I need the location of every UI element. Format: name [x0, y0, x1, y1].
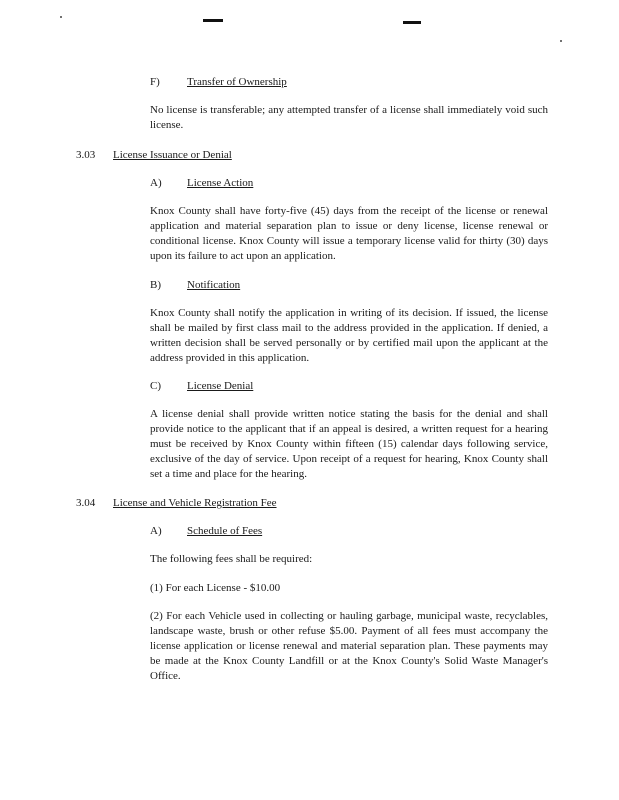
section-title: License and Vehicle Registration Fee — [113, 497, 277, 509]
section-number: 3.04 — [76, 497, 96, 509]
paragraph: The following fees shall be required: — [150, 553, 313, 565]
scan-mark-left — [203, 19, 223, 22]
fee-item: (2) For each Vehicle used in collecting or hauling garbage, municipal waste, recyclables, landscape waste, brush or other refuse $5.00. Payment of all fees must accompany the license application or license renewal and material separation plan. These payments may be made at the Knox County Landfill or at the Knox County's Solid Waste Manager's Office. — [150, 610, 548, 682]
scan-dot — [60, 16, 62, 18]
subsection-letter: A) — [150, 525, 162, 537]
subsection-letter: A) — [150, 177, 162, 189]
section-number: 3.03 — [76, 149, 96, 161]
paragraph: No license is transferable; any attempted transfer of a license shall immediately void such license. — [150, 104, 548, 131]
paragraph: Knox County shall notify the application in writing of its decision. If issued, the license shall be mailed by first class mail to the address provided in the application. If denied, a written decision shall be served personally or by certified mail upon the applicant at the address provided in this application. — [150, 307, 548, 364]
subsection-letter: F) — [150, 76, 160, 88]
subsection-heading: Schedule of Fees — [187, 525, 263, 537]
scan-dot — [560, 40, 562, 42]
subsection-heading: Notification — [187, 279, 241, 291]
subsection-letter: C) — [150, 380, 161, 392]
paragraph: Knox County shall have forty-five (45) days from the receipt of the license or renewal application and material separation plan to issue or deny license, license renewal or conditional license. Knox County will issue a temporary license valid for thirty (30) days upon its failure to act upon an application. — [150, 205, 548, 262]
paragraph: A license denial shall provide written notice stating the basis for the denial and shall provide notice to the applicant that if an appeal is desired, a written request for a hearing must be received by Knox County within fifteen (15) calendar days following service, exclusive of the day of service. Upon receipt of a request for hearing, Knox County shall set a time and place for the hearing. — [150, 408, 548, 480]
fee-item: (1) For each License - $10.00 — [150, 582, 281, 594]
section-title: License Issuance or Denial — [113, 149, 232, 161]
subsection-heading: Transfer of Ownership — [187, 76, 287, 88]
subsection-heading: License Denial — [187, 380, 254, 392]
scan-mark-right — [403, 21, 421, 24]
subsection-heading: License Action — [187, 177, 254, 189]
subsection-letter: B) — [150, 279, 161, 291]
